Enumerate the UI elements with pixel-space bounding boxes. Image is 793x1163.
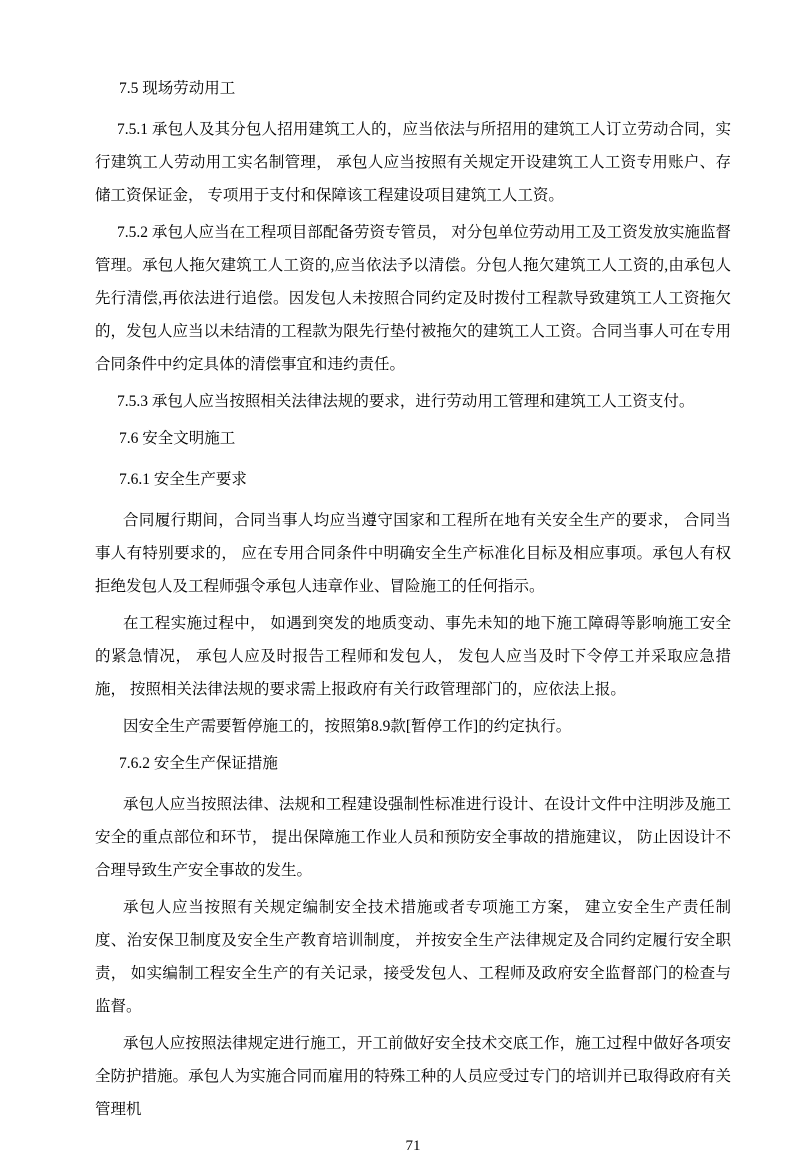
paragraph: 承包人应当按照有关规定编制安全技术措施或者专项施工方案， 建立安全生产责任制度、治安保卫制度及安全生产教育培训制度， 并按安全生产法律规定及合同约定履行安全职责， 如实编制工程安全生产的有关记录，接受发包人、工程师及政府安全监督部门的检查与监督。 bbox=[95, 899, 731, 1015]
section-heading: 7.6.2 安全生产保证措施 bbox=[119, 755, 278, 772]
document-body bbox=[95, 72, 731, 1126]
paragraph: 在工程实施过程中， 如遇到突发的地质变动、事先未知的地下施工障碍等影响施工安全的紧急情况， 承包人应及时报告工程师和发包人， 发包人应当及时下令停工并采取应急措施， 按照相关法律法规的要求需上报政府有关行政管理部门的，应依法上报。 bbox=[95, 615, 731, 698]
paragraph: 承包人应当按照法律、法规和工程建设强制性标准进行设计、在设计文件中注明涉及施工安全的重点部位和环节， 提出保障施工作业人员和预防安全事故的措施建议， 防止因设计不合理导致生产安全事故的发生。 bbox=[95, 796, 731, 879]
paragraph: 因安全生产需要暂停施工的，按照第8.9款[暂停工作]的约定执行。 bbox=[123, 718, 572, 735]
paragraph: 7.5.2 承包人应当在工程项目部配备劳资专管员， 对分包单位劳动用工及工资发放实施监督管理。承包人拖欠建筑工人工资的,应当依法予以清偿。分包人拖欠建筑工人工资的,由承包人先行清偿,再依法进行追偿。因发包人未按照合同约定及时拨付工程款导致建筑工人工资拖欠的，发包人应当以未结清的工程款为限先行垫付被拖欠的建筑工人工资。合同当事人可在专用合同条件中约定具体的清偿事宜和违约责任。 bbox=[95, 224, 731, 373]
paragraph: 7.5.1 承包人及其分包人招用建筑工人的，应当依法与所招用的建筑工人订立劳动合同，实行建筑工人劳动用工实名制管理， 承包人应当按照有关规定开设建筑工人工资专用账户、存储工资保证金， 专项用于支付和保障该工程建设项目建筑工人工资。 bbox=[95, 121, 731, 204]
paragraph: 7.5.3 承包人应当按照相关法律法规的要求，进行劳动用工管理和建筑工人工资支付。 bbox=[117, 393, 695, 410]
section-heading: 7.6.1 安全生产要求 bbox=[119, 471, 247, 488]
page-number: 71 bbox=[405, 1138, 421, 1154]
section-heading: 7.5 现场劳动用工 bbox=[119, 80, 236, 97]
paragraph: 合同履行期间，合同当事人均应当遵守国家和工程所在地有关安全生产的要求， 合同当事人有特别要求的， 应在专用合同条件中明确安全生产标准化目标及相应事项。承包人有权拒绝发包人及工程师强令承包人违章作业、冒险施工的任何指示。 bbox=[95, 512, 731, 595]
paragraph: 承包人应按照法律规定进行施工，开工前做好安全技术交底工作，施工过程中做好各项安全防护措施。承包人为实施合同而雇用的特殊工种的人员应受过专门的培训并已取得政府有关管理机 bbox=[95, 1035, 731, 1118]
section-heading: 7.6 安全文明施工 bbox=[119, 430, 236, 447]
